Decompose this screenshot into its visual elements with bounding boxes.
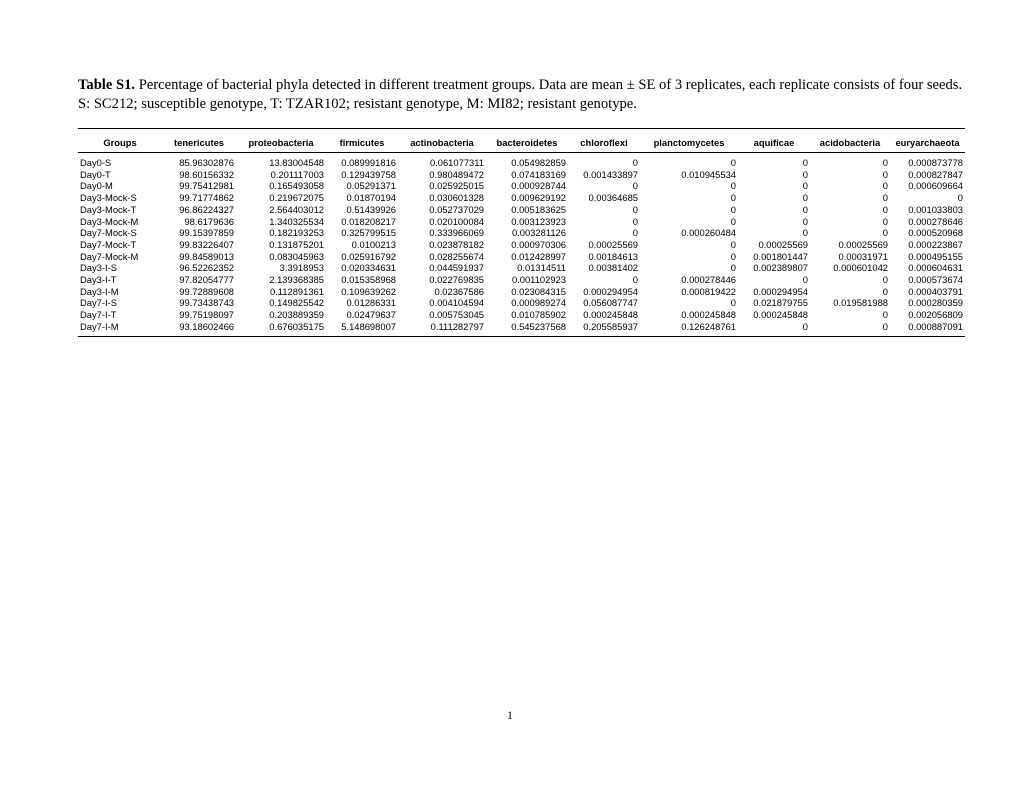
value-cell: 0 <box>882 180 888 192</box>
row-label-cell: Day7-Mock-T <box>80 238 137 250</box>
value-cell: 0 <box>882 320 888 332</box>
value-cell: 0 <box>730 180 736 192</box>
value-cell: 0.000294954 <box>753 285 808 297</box>
value-cell: 0.00025569 <box>588 238 638 250</box>
value-cell: 0.001033803 <box>908 203 963 215</box>
value-cell: 0.205585937 <box>583 320 638 332</box>
value-cell: 5.148698007 <box>341 320 396 332</box>
value-cell: 0.019581988 <box>833 297 888 309</box>
value-cell: 0 <box>882 157 888 168</box>
column-header: actinobacteria <box>410 137 474 148</box>
value-cell: 0.000278646 <box>908 215 963 227</box>
value-cell: 0.325799515 <box>341 227 396 239</box>
table-row <box>78 153 965 169</box>
column-header: Groups <box>103 137 137 148</box>
value-cell: 0 <box>882 203 888 215</box>
value-cell: 0.044591937 <box>429 262 484 274</box>
value-cell: 99.15397859 <box>179 227 234 239</box>
value-cell: 0 <box>632 157 638 168</box>
value-cell: 0.000609664 <box>908 180 963 192</box>
row-label-cell: Day7-I-S <box>80 297 117 309</box>
value-cell: 0.056087747 <box>583 297 638 309</box>
table-row <box>78 321 965 333</box>
row-label-cell: Day7-I-M <box>80 320 119 332</box>
table-row <box>78 297 965 309</box>
value-cell: 0 <box>632 180 638 192</box>
value-cell: 93.18602466 <box>179 320 234 332</box>
value-cell: 96.52262352 <box>179 262 234 274</box>
value-cell: 0.112891361 <box>269 285 324 297</box>
value-cell: 0 <box>730 238 736 250</box>
value-cell: 0.004104594 <box>429 297 484 309</box>
value-cell: 0.023084315 <box>511 285 566 297</box>
value-cell: 0 <box>802 274 808 286</box>
value-cell: 0.000520968 <box>908 227 963 239</box>
value-cell: 0 <box>632 274 638 286</box>
value-cell: 0 <box>882 309 888 321</box>
value-cell: 98.60156332 <box>179 168 234 180</box>
value-cell: 0.02479637 <box>346 309 396 321</box>
caption-text: Percentage of bacterial phyla detected in different treatment groups. Data are mean ± SE of 3 replicates, each replicate consists of four seeds. S: SC212; susceptible genotype, T: TZAR102; resistant genotype, M: MI82; resistant genotype. <box>78 77 963 112</box>
value-cell: 0.021879755 <box>753 297 808 309</box>
value-cell: 0 <box>882 227 888 239</box>
table-row <box>78 169 965 181</box>
value-cell: 0 <box>730 250 736 262</box>
row-label-cell: Day0-M <box>80 180 113 192</box>
value-cell: 0.020334631 <box>341 262 396 274</box>
value-cell: 99.75412981 <box>179 180 234 192</box>
value-cell: 0.126248761 <box>681 320 736 332</box>
value-cell: 0.025925015 <box>429 180 484 192</box>
table-row <box>78 239 965 251</box>
value-cell: 0.203889359 <box>269 309 324 321</box>
value-cell: 0.01870194 <box>346 192 396 204</box>
value-cell: 0.003123923 <box>511 215 566 227</box>
value-cell: 0.000278446 <box>681 274 736 286</box>
value-cell: 3.3918953 <box>279 262 324 274</box>
row-label-cell: Day3-Mock-S <box>80 192 137 204</box>
value-cell: 0.000573674 <box>908 274 963 286</box>
value-cell: 0 <box>882 168 888 180</box>
value-cell: 0.052737029 <box>429 203 484 215</box>
value-cell: 0.083045963 <box>269 250 324 262</box>
value-cell: 0.061077311 <box>429 157 484 168</box>
value-cell: 0 <box>802 215 808 227</box>
value-cell: 0.131875201 <box>269 238 324 250</box>
table-caption <box>78 76 968 113</box>
value-cell: 0.51439926 <box>346 203 396 215</box>
value-cell: 0.00364685 <box>588 192 638 204</box>
value-cell: 0.000294954 <box>583 285 638 297</box>
table-body <box>78 153 965 333</box>
value-cell: 0.000245848 <box>753 309 808 321</box>
table-row <box>78 204 965 216</box>
value-cell: 0.005183625 <box>511 203 566 215</box>
value-cell: 0.545237568 <box>511 320 566 332</box>
column-header: tenericutes <box>173 137 225 148</box>
column-header: bacteroidetes <box>496 137 558 148</box>
phyla-table <box>78 129 965 333</box>
value-cell: 0.000495155 <box>908 250 963 262</box>
value-cell: 0.022769835 <box>429 274 484 286</box>
value-cell: 0 <box>632 227 638 239</box>
value-cell: 0.000873778 <box>908 157 963 168</box>
column-header: euryarchaeota <box>895 137 960 148</box>
value-cell: 85.96302876 <box>179 157 234 168</box>
value-cell: 0 <box>632 203 638 215</box>
row-label-cell: Day3-Mock-M <box>80 215 139 227</box>
column-header: acidobacteria <box>819 137 881 148</box>
value-cell: 0.012428997 <box>511 250 566 262</box>
value-cell: 0 <box>957 192 963 204</box>
value-cell: 98.6179636 <box>184 215 234 227</box>
value-cell: 0.001433897 <box>583 168 638 180</box>
value-cell: 0.030601328 <box>429 192 484 204</box>
value-cell: 0.02367586 <box>434 285 484 297</box>
value-cell: 0.018208217 <box>341 215 396 227</box>
value-cell: 0.010945534 <box>681 168 736 180</box>
value-cell: 0.000280359 <box>908 297 963 309</box>
value-cell: 0.015358968 <box>341 274 396 286</box>
value-cell: 0 <box>730 192 736 204</box>
value-cell: 0.000989274 <box>511 297 566 309</box>
row-label-cell: Day7-I-T <box>80 309 117 321</box>
row-label-cell: Day7-Mock-M <box>80 250 139 262</box>
value-cell: 0 <box>632 215 638 227</box>
row-label-cell: Day3-I-S <box>80 262 117 274</box>
table-header-row <box>78 129 965 153</box>
value-cell: 99.84589013 <box>179 250 234 262</box>
row-label-cell: Day3-I-T <box>80 274 117 286</box>
value-cell: 0.00184613 <box>588 250 638 262</box>
value-cell: 0 <box>730 297 736 309</box>
value-cell: 0.000260484 <box>681 227 736 239</box>
value-cell: 0.000601042 <box>833 262 888 274</box>
value-cell: 0 <box>802 168 808 180</box>
value-cell: 0.010785902 <box>511 309 566 321</box>
value-cell: 0.054982859 <box>511 157 566 168</box>
table-row <box>78 227 965 239</box>
value-cell: 0.000928744 <box>511 180 566 192</box>
value-cell: 1.340325534 <box>269 215 324 227</box>
value-cell: 0.01286331 <box>346 297 396 309</box>
value-cell: 0.000245848 <box>583 309 638 321</box>
value-cell: 0.00025569 <box>838 238 888 250</box>
page-number: 1 <box>507 708 513 722</box>
row-label-cell: Day0-T <box>80 168 111 180</box>
value-cell: 0.023878182 <box>429 238 484 250</box>
value-cell: 0 <box>882 215 888 227</box>
value-cell: 0.129439758 <box>341 168 396 180</box>
table-row <box>78 180 965 192</box>
value-cell: 0.002056809 <box>908 309 963 321</box>
value-cell: 0.109639262 <box>341 285 396 297</box>
value-cell: 99.73438743 <box>179 297 234 309</box>
value-cell: 0.074183169 <box>511 168 566 180</box>
value-cell: 0.028255674 <box>429 250 484 262</box>
value-cell: 0 <box>730 157 736 168</box>
value-cell: 0.182193253 <box>269 227 324 239</box>
value-cell: 0.005753045 <box>429 309 484 321</box>
value-cell: 99.72889608 <box>179 285 234 297</box>
value-cell: 0.009629192 <box>511 192 566 204</box>
data-table-container <box>78 128 965 337</box>
value-cell: 0 <box>802 203 808 215</box>
value-cell: 2.564403012 <box>269 203 324 215</box>
value-cell: 0 <box>802 157 808 168</box>
table-row <box>78 251 965 263</box>
column-header: proteobacteria <box>248 137 314 148</box>
value-cell: 0.000887091 <box>908 320 963 332</box>
table-row <box>78 309 965 321</box>
value-cell: 99.75198097 <box>179 309 234 321</box>
table-row <box>78 216 965 228</box>
table-row <box>78 274 965 286</box>
value-cell: 0 <box>882 274 888 286</box>
value-cell: 0.000970306 <box>511 238 566 250</box>
value-cell: 0.149825542 <box>269 297 324 309</box>
row-label-cell: Day0-S <box>80 157 112 168</box>
value-cell: 99.71774862 <box>179 192 234 204</box>
value-cell: 0.000604631 <box>908 262 963 274</box>
caption-label: Table S1. <box>78 77 136 93</box>
table-bottom-rule <box>78 336 965 337</box>
value-cell: 0 <box>882 285 888 297</box>
value-cell: 0 <box>802 227 808 239</box>
value-cell: 0 <box>730 203 736 215</box>
table-row <box>78 262 965 274</box>
row-label-cell: Day3-I-M <box>80 285 119 297</box>
column-header: firmicutes <box>339 137 385 148</box>
value-cell: 0.001801447 <box>753 250 808 262</box>
value-cell: 0.676035175 <box>269 320 324 332</box>
value-cell: 0 <box>802 320 808 332</box>
value-cell: 0.00025569 <box>758 238 808 250</box>
value-cell: 0 <box>730 262 736 274</box>
value-cell: 0.025916792 <box>341 250 396 262</box>
row-label-cell: Day7-Mock-S <box>80 227 137 239</box>
value-cell: 0.003281126 <box>511 227 566 239</box>
value-cell: 0.219672075 <box>269 192 324 204</box>
value-cell: 0.333966069 <box>429 227 484 239</box>
value-cell: 0.00031971 <box>838 250 888 262</box>
value-cell: 0 <box>802 180 808 192</box>
value-cell: 0.002389807 <box>753 262 808 274</box>
table-row <box>78 286 965 298</box>
value-cell: 0.111282797 <box>430 320 484 332</box>
value-cell: 0.01314511 <box>517 262 566 274</box>
value-cell: 0.000827847 <box>908 168 963 180</box>
value-cell: 0.000403791 <box>908 285 963 297</box>
value-cell: 2.139368385 <box>269 274 324 286</box>
value-cell: 0.000223867 <box>908 238 963 250</box>
row-label-cell: Day3-Mock-T <box>80 203 137 215</box>
value-cell: 0.201117003 <box>270 168 324 180</box>
value-cell: 0.05291371 <box>346 180 396 192</box>
value-cell: 13.83004548 <box>269 157 324 168</box>
value-cell: 0.001102923 <box>511 274 566 286</box>
value-cell: 0.0100213 <box>351 238 396 250</box>
value-cell: 0 <box>882 192 888 204</box>
value-cell: 99.83226407 <box>179 238 234 250</box>
column-header: aquificae <box>753 137 795 148</box>
value-cell: 96.86224327 <box>179 203 234 215</box>
value-cell: 0.020100084 <box>429 215 484 227</box>
value-cell: 0.000819422 <box>681 285 736 297</box>
column-header: chloroflexi <box>580 137 628 148</box>
value-cell: 97.82054777 <box>179 274 234 286</box>
value-cell: 0 <box>802 192 808 204</box>
value-cell: 0.165493058 <box>269 180 324 192</box>
value-cell: 0.000245848 <box>681 309 736 321</box>
value-cell: 0.00381402 <box>588 262 638 274</box>
value-cell: 0.980489472 <box>429 168 484 180</box>
value-cell: 0.089991816 <box>341 157 396 168</box>
column-header: planctomycetes <box>653 137 725 148</box>
value-cell: 0 <box>730 215 736 227</box>
table-row <box>78 192 965 204</box>
